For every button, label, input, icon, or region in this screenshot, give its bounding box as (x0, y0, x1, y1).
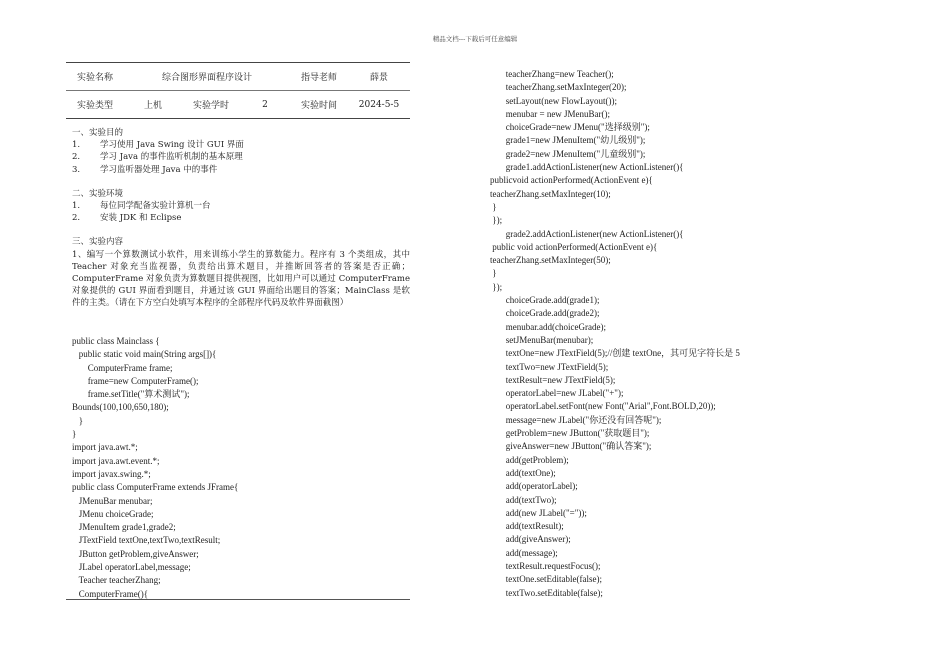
code-line: teacherZhang=new Teacher(); (490, 69, 614, 79)
list-item: 1. 学习使用 Java Swing 设计 GUI 界面 (72, 140, 244, 151)
code-line: operatorLabel=new JLabel("+"); (490, 388, 624, 399)
code-line: import java.awt.*; (72, 442, 138, 453)
code-line: add(message); (490, 547, 558, 558)
code-line: public class ComputerFrame extends JFrame{ (72, 482, 239, 493)
code-line: add(getProblem); (490, 454, 569, 465)
code-line: giveAnswer=new JButton("确认答案"); (490, 441, 652, 452)
code-line: ComputerFrame frame; (72, 362, 173, 373)
code-line: frame=new ComputerFrame(); (72, 375, 199, 386)
code-line: Bounds(100,100,650,180); (72, 402, 169, 413)
code-block-left (72, 335, 410, 601)
value-instructor: 薛景 (348, 63, 410, 91)
value-hours: 2 (240, 91, 290, 119)
code-line: menubar.add(choiceGrade); (490, 321, 606, 332)
code-line: }); (490, 281, 503, 292)
code-line: setLayout(new FlowLayout()); (490, 95, 617, 106)
label-experiment-type: 实验类型 (66, 91, 124, 119)
label-hours: 实验学时 (182, 91, 240, 119)
code-line: } (490, 268, 497, 279)
code-line: grade2.addActionListener(new ActionListener(){ (490, 228, 684, 239)
code-line: textTwo.setEditable(false); (490, 587, 603, 598)
code-line: import javax.swing.*; (72, 468, 151, 479)
code-line: JMenuBar menubar; (72, 495, 153, 506)
table-row (66, 63, 410, 91)
code-line: JButton getProblem,giveAnswer; (72, 548, 199, 559)
list-item: 1. 每位同学配备实验计算机一台 (72, 201, 211, 212)
code-line: public class Mainclass { (72, 336, 160, 346)
code-line: teacherZhang.setMaxInteger(10); (490, 188, 611, 199)
label-date: 实验时间 (290, 91, 348, 119)
code-line: }); (490, 215, 503, 226)
code-line: textResult=new JTextField(5); (490, 374, 616, 385)
bottom-divider (66, 599, 410, 600)
table-row (66, 91, 410, 119)
code-line: add(operatorLabel); (490, 481, 578, 492)
code-line: } (490, 201, 497, 212)
code-line: add(textTwo); (490, 494, 557, 505)
code-line: setJMenuBar(menubar); (490, 334, 594, 345)
code-line: ComputerFrame(){ (72, 588, 149, 599)
value-experiment-type: 上机 (124, 91, 182, 119)
section-title-purpose: 一、实验目的 (72, 128, 124, 138)
experiment-info-table (66, 62, 410, 119)
code-line: operatorLabel.setFont(new Font("Arial",Font.BOLD,20)); (490, 401, 716, 412)
code-line: grade1=new JMenuItem("幼儿级别"); (490, 135, 646, 146)
code-line: add(new JLabel("=")); (490, 507, 587, 518)
code-block-right (490, 68, 790, 600)
page-header-note: 精品文档---下载后可任意编辑 (432, 35, 518, 43)
code-line: add(textOne); (490, 467, 556, 478)
code-line: public void actionPerformed(ActionEvent e){ (490, 241, 658, 252)
code-line: } (72, 415, 84, 426)
report-body (72, 127, 410, 310)
code-line: teacherZhang.setMaxInteger(20); (490, 82, 627, 93)
code-line: getProblem=new JButton("获取题目"); (490, 428, 650, 439)
code-line: grade1.addActionListener(new ActionListener(){ (490, 162, 684, 173)
code-line: add(textResult); (490, 521, 564, 532)
code-line: JMenuItem grade1,grade2; (72, 522, 176, 533)
code-line: JTextField textOne,textTwo,textResult; (72, 535, 221, 546)
code-line: add(giveAnswer); (490, 534, 571, 545)
list-item: 2. 安装 JDK 和 Eclipse (72, 213, 182, 224)
code-line: choiceGrade=new JMenu("选择级别"); (490, 122, 650, 133)
code-line: textOne.setEditable(false); (490, 574, 602, 585)
section-title-content: 三、实验内容 (72, 237, 124, 248)
code-line: message=new JLabel("你还没有回答呢"); (490, 414, 662, 425)
value-experiment-name: 综合图形界面程序设计 (124, 63, 290, 91)
content-paragraph: 1、编写一个算数测试小软件，用来训练小学生的算数能力。程序有 3 个类组成，其中 Teacher 对象充当监视器，负责给出算术题目，并推断回答者的答案是否正确；ComputerFrame 对象负责为算数题目提供视图，比如用户可以通过 ComputerFrame 对象提供的 GUI 界面看到题目，并通过该 GUI 界面给出题目的答案；MainClass 是软件的主类。（请在下方空白处填写本程序的全部程序代码及软件界面截图） (72, 249, 410, 309)
code-line: choiceGrade.add(grade2); (490, 308, 600, 319)
code-line: frame.setTitle("算术测试"); (72, 389, 190, 400)
code-line: teacherZhang.setMaxInteger(50); (490, 255, 611, 266)
list-item: 3. 学习监听器处理 Java 中的事件 (72, 164, 218, 175)
code-line: textOne=new JTextField(5);//创建 textOne，其可见字符长是 5 (490, 348, 740, 359)
code-line: JMenu choiceGrade; (72, 508, 154, 519)
code-line: menubar = new JMenuBar(); (490, 108, 611, 119)
code-line: } (72, 429, 77, 440)
value-date: 2024-5-5 (348, 91, 410, 119)
code-line: JLabel operatorLabel,message; (72, 562, 191, 573)
label-instructor: 指导老师 (290, 63, 348, 91)
list-item: 2. 学习 Java 的事件监听机制的基本原理 (72, 152, 243, 163)
code-line: import java.awt.event.*; (72, 455, 160, 466)
code-line: textTwo=new JTextField(5); (490, 361, 609, 372)
code-line: Teacher teacherZhang; (72, 575, 161, 586)
code-line: grade2=new JMenuItem("儿童级别"); (490, 148, 646, 159)
label-experiment-name: 实验名称 (66, 63, 124, 91)
code-line: textResult.requestFocus(); (490, 560, 601, 571)
section-title-environment: 二、实验环境 (72, 188, 124, 199)
code-line: choiceGrade.add(grade1); (490, 295, 600, 306)
code-line: public static void main(String args[]){ (72, 349, 217, 360)
code-line: publicvoid actionPerformed(ActionEvent e){ (490, 175, 653, 186)
